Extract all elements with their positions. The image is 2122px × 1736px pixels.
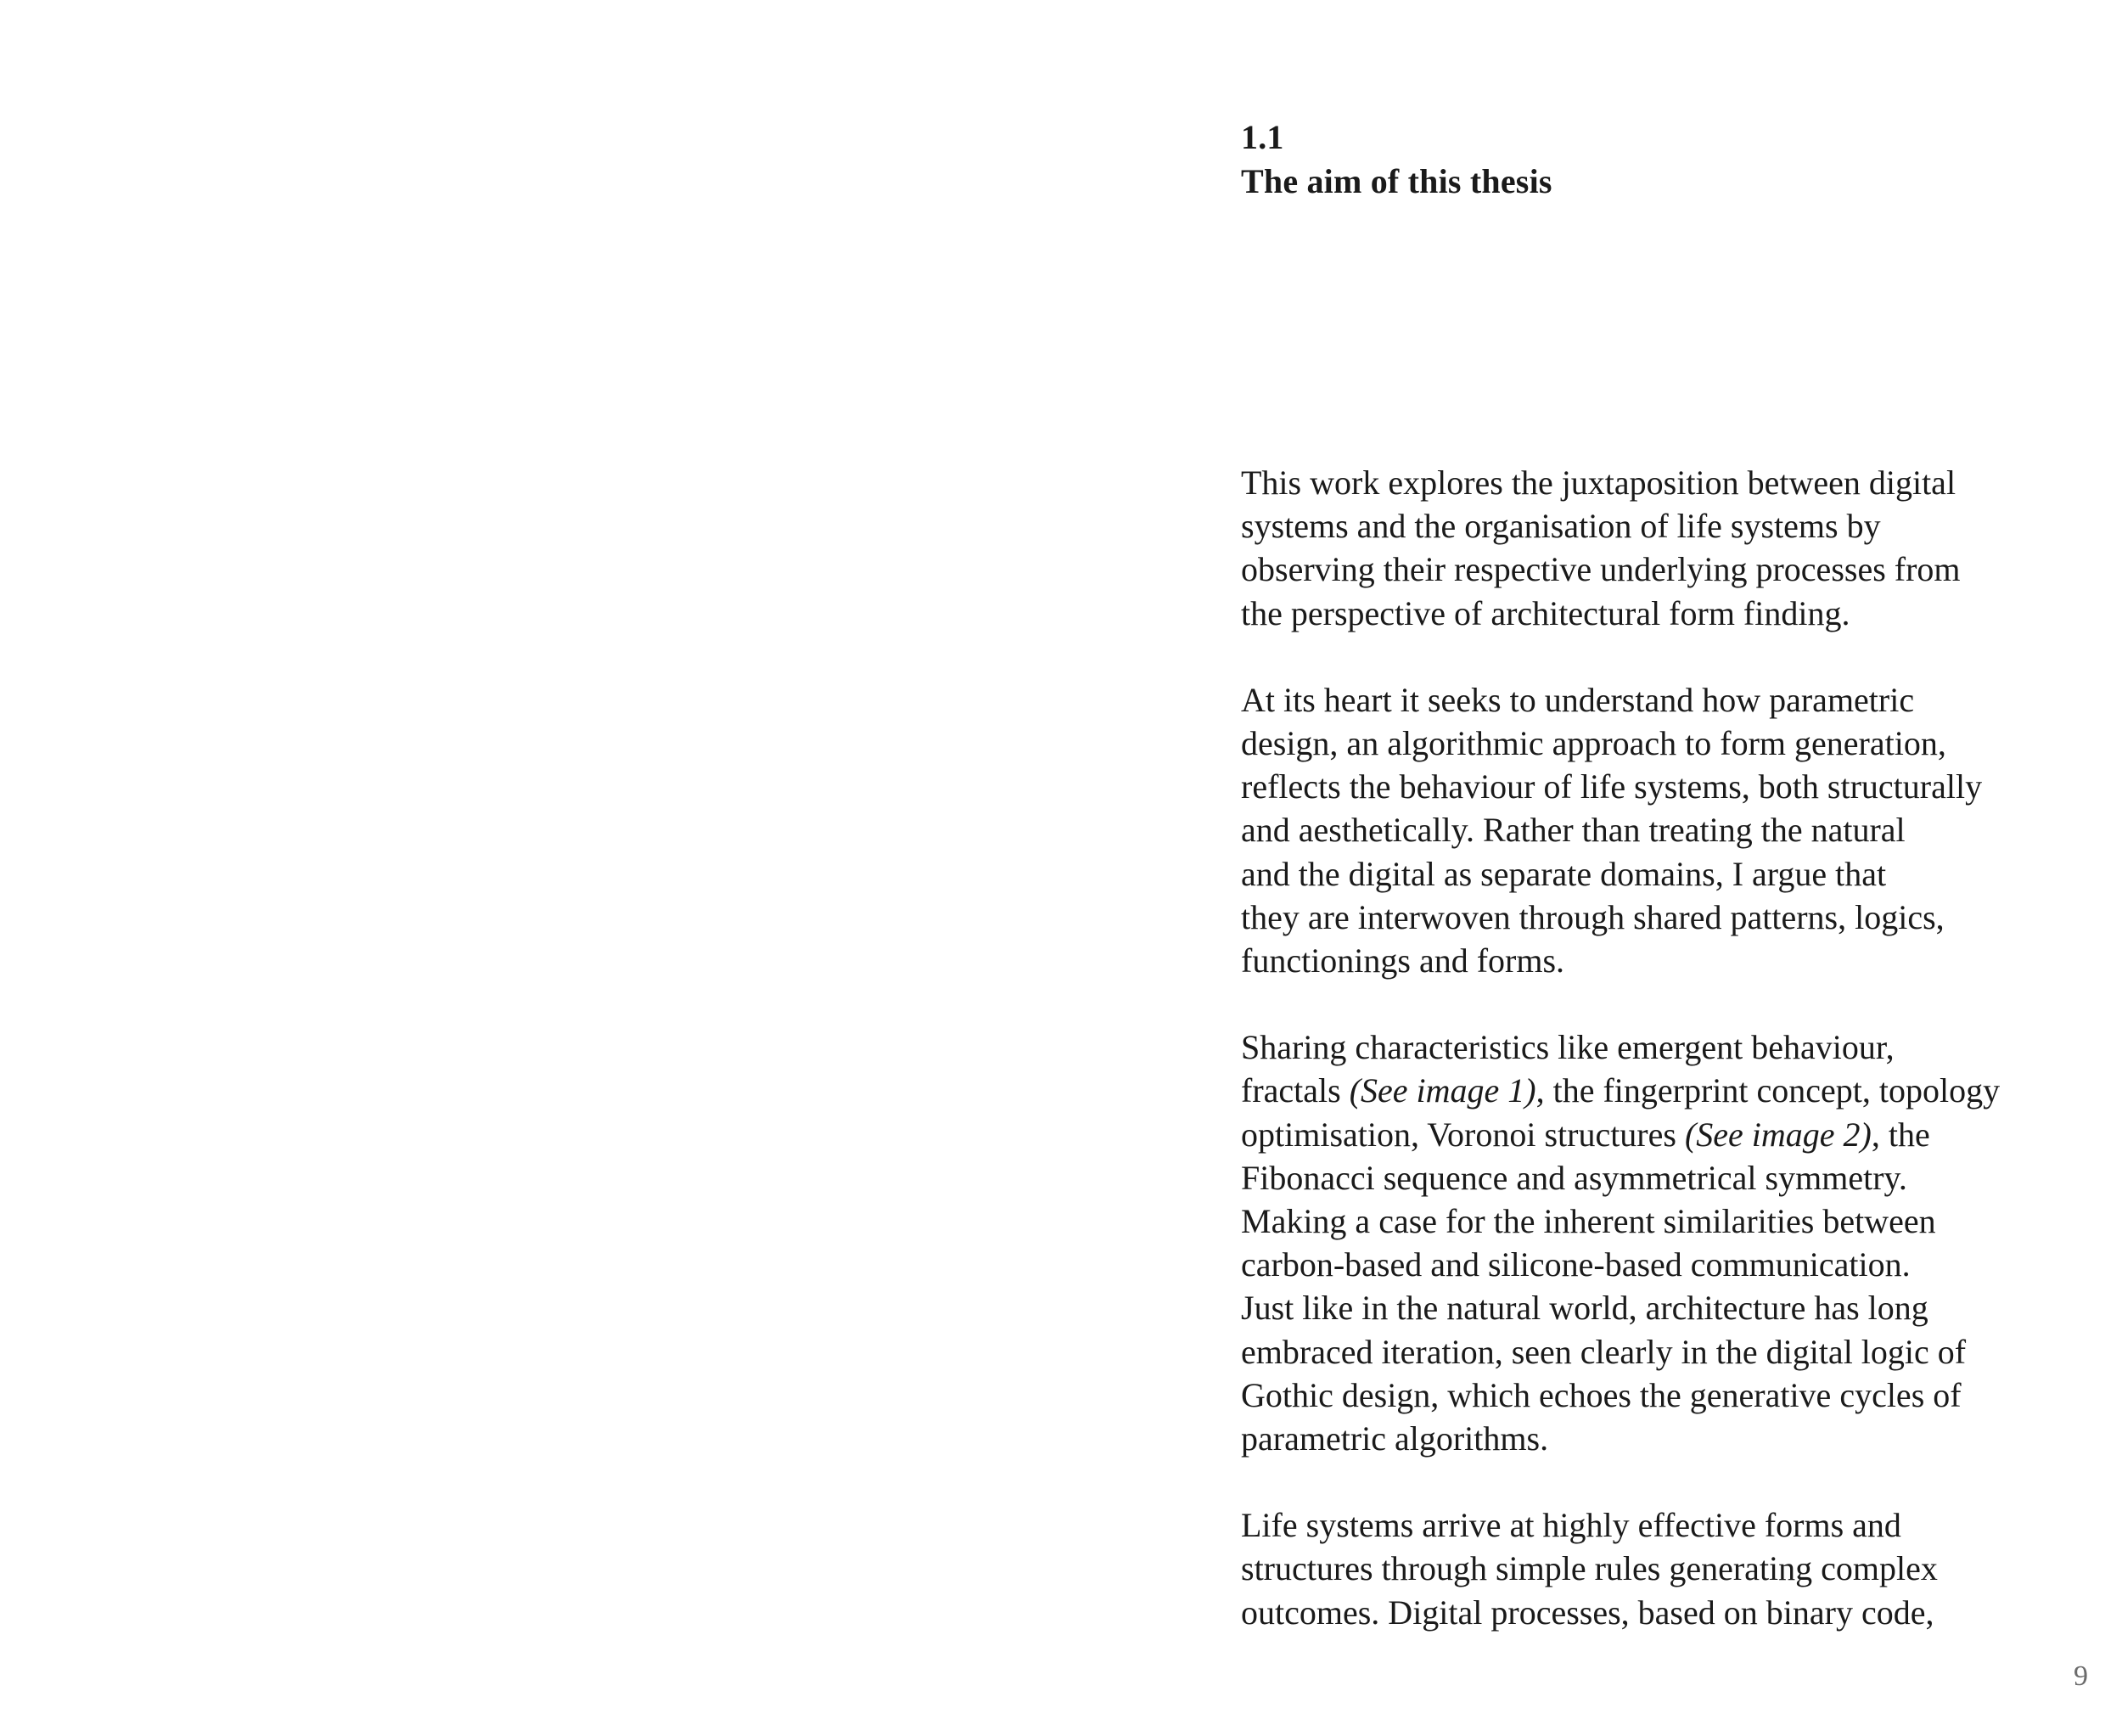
section-heading (1241, 115, 1552, 204)
section-title: The aim of this thesis (1241, 162, 1552, 200)
text-segment: Gothic design, which echoes the generative cycles of (1241, 1375, 1962, 1414)
text-segment: Fibonacci sequence and asymmetrical symmetry. (1241, 1158, 1907, 1197)
text-segment: , the (1871, 1115, 1930, 1154)
text-segment: parametric algorithms. (1241, 1419, 1549, 1458)
text-line (1241, 808, 2056, 851)
text-segment: the perspective of architectural form finding. (1241, 593, 1850, 632)
text-segment: , the fingerprint concept, topology (1535, 1071, 2001, 1110)
image-reference: (See image 2) (1684, 1115, 1872, 1154)
text-segment: carbon-based and silicone-based communication. (1241, 1245, 1911, 1284)
text-line (1241, 939, 2056, 982)
text-segment: structures through simple rules generating complex (1241, 1549, 1938, 1588)
text-segment: Sharing characteristics like emergent behaviour, (1241, 1028, 1895, 1067)
text-segment: fractals (1241, 1071, 1350, 1110)
text-line (1241, 504, 2056, 548)
text-line (1241, 852, 2056, 896)
body-paragraph (1241, 461, 2056, 635)
body-paragraph (1241, 1503, 2056, 1634)
image-reference: (See image 1) (1349, 1071, 1536, 1110)
text-segment: embraced iteration, seen clearly in the digital logic of (1241, 1332, 1967, 1371)
text-line (1241, 548, 2056, 591)
text-segment: and the digital as separate domains, I argue that (1241, 854, 1887, 893)
text-segment: optimisation, Voronoi structures (1241, 1115, 1685, 1154)
text-line (1241, 1503, 2056, 1547)
text-line (1241, 1591, 2056, 1634)
text-line (1241, 1374, 2056, 1417)
text-line (1241, 1243, 2056, 1286)
page-number: 9 (2074, 1660, 2088, 1692)
text-segment: Just like in the natural world, architecture has long (1241, 1289, 1928, 1328)
text-line (1241, 1330, 2056, 1374)
text-segment: At its heart it seeks to understand how parametric (1241, 680, 1915, 719)
text-segment: and aesthetically. Rather than treating the natural (1241, 811, 1906, 850)
text-segment: Life systems arrive at highly effective forms and (1241, 1506, 1901, 1545)
text-segment: outcomes. Digital processes, based on binary code, (1241, 1593, 1934, 1632)
text-segment: design, an algorithmic approach to form generation, (1241, 724, 1946, 763)
text-line (1241, 722, 2056, 765)
text-line (1241, 1286, 2056, 1329)
text-segment: reflects the behaviour of life systems, both structurally (1241, 767, 1983, 806)
text-line (1241, 1025, 2056, 1069)
text-line (1241, 1156, 2056, 1199)
text-line (1241, 896, 2056, 939)
text-line (1241, 1547, 2056, 1590)
text-line (1241, 1069, 2056, 1112)
body-paragraph (1241, 1025, 2056, 1460)
text-segment: This work explores the juxtaposition between digital (1241, 463, 1956, 502)
text-segment: observing their respective underlying processes from (1241, 550, 1961, 589)
section-number: 1.1 (1241, 118, 1284, 156)
text-segment: they are interwoven through shared patterns, logics, (1241, 897, 1945, 936)
text-line (1241, 1417, 2056, 1460)
text-line (1241, 592, 2056, 635)
text-segment: functionings and forms. (1241, 941, 1565, 980)
text-segment: Making a case for the inherent similarities between (1241, 1202, 1936, 1241)
text-segment: systems and the organisation of life systems by (1241, 507, 1881, 546)
right-page (1061, 0, 2122, 1736)
text-line (1241, 1199, 2056, 1243)
text-line (1241, 1113, 2056, 1156)
body-paragraph (1241, 678, 2056, 982)
text-line (1241, 678, 2056, 722)
body-text (1241, 461, 2056, 1677)
text-line (1241, 765, 2056, 808)
text-line (1241, 461, 2056, 504)
